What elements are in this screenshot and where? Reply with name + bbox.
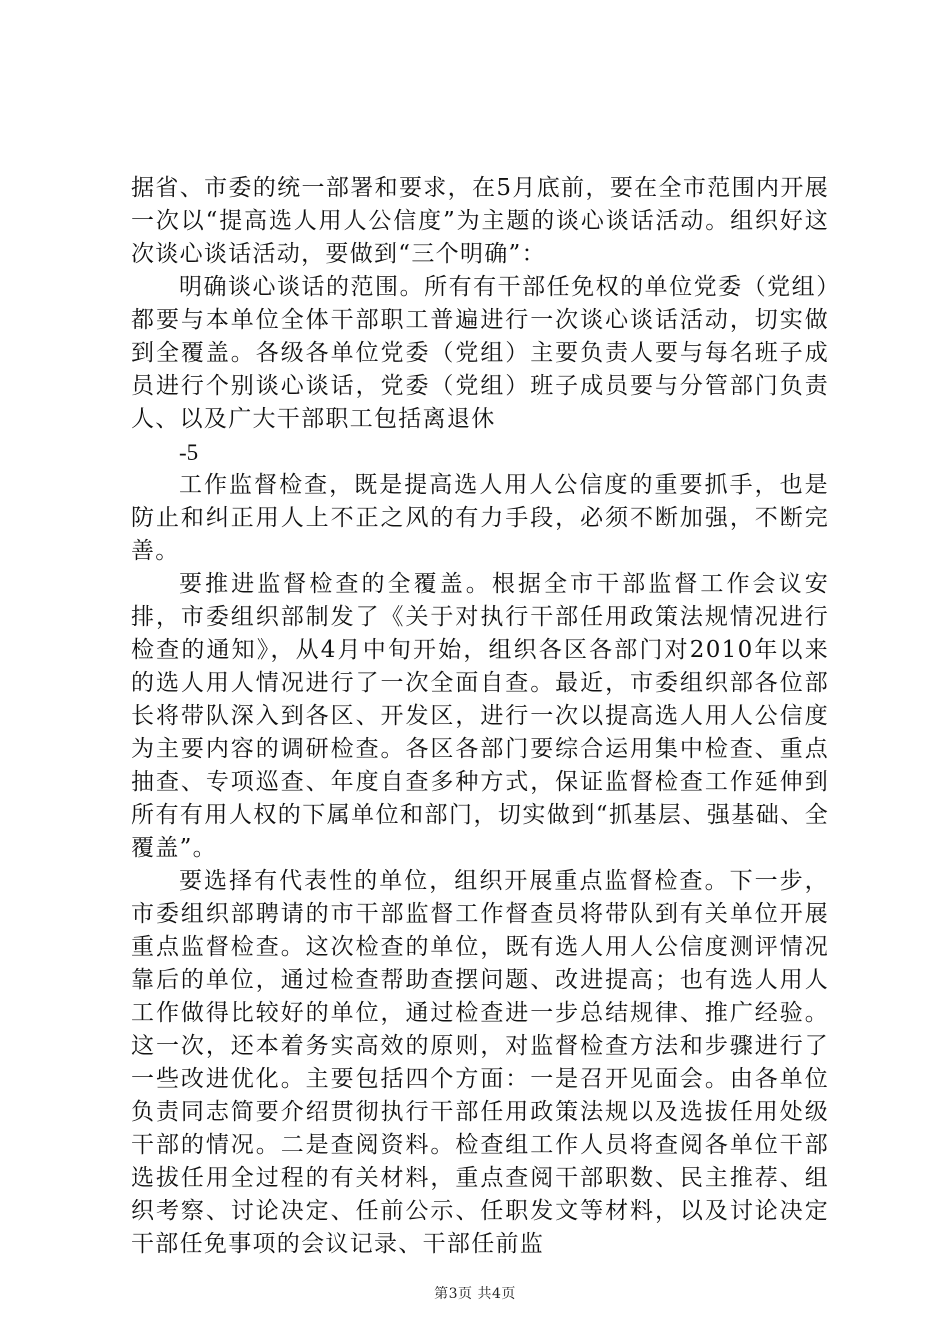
document-body bbox=[131, 172, 829, 1261]
paragraph: 要选择有代表性的单位，组织开展重点监督检查。下一步，市委组织部聘请的市干部监督工作督查员将带队到有关单位开展重点监督检查。这次检查的单位，既有选人用人公信度测评情况靠后的单位，通过检查帮助查摆问题、改进提高；也有选人用人工作做得比较好的单位，通过检查进一步总结规律、推广经验。这一次，还本着务实高效的原则，对监督检查方法和步骤进行了一些改进优化。主要包括四个方面：一是召开见面会。由各单位负责同志简要介绍贯彻执行干部任用政策法规以及选拔任用处级干部的情况。二是查阅资料。检查组工作人员将查阅各单位干部选拔任用全过程的有关材料，重点查阅干部职数、民主推荐、组织考察、讨论决定、任前公示、任职发文等材料，以及讨论决定干部任免事项的会议记录、干部任前监 bbox=[131, 868, 829, 1257]
paragraph: 明确谈心谈话的范围。所有有干部任免权的单位党委（党组）都要与本单位全体干部职工普遍进行一次谈心谈话活动，切实做到全覆盖。各级各单位党委（党组）主要负责人要与每名班子成员进行个别谈心谈话，党委（党组）班子成员要与分管部门负责人、以及广大干部职工包括离退休 bbox=[131, 274, 829, 432]
paragraph: 工作监督检查，既是提高选人用人公信度的重要抓手，也是防止和纠正用人上不正之风的有力手段，必须不断加强，不断完善。 bbox=[131, 472, 829, 564]
page-marker: -5 bbox=[179, 440, 199, 465]
page-footer: 第3页 共4页 bbox=[434, 1286, 516, 1302]
paragraph: 要推进监督检查的全覆盖。根据全市干部监督工作会议安排，市委组织部制发了《关于对执行干部任用政策法规情况进行检查的通知》，从4月中旬开始，组织各区各部门对2010年以来的选人用人情况进行了一次全面自查。最近，市委组织部各位部长将带队深入到各区、开发区，进行一次以提高选人用人公信度为主要内容的调研检查。各区各部门要综合运用集中检查、重点抽查、专项巡查、年度自查多种方式，保证监督检查工作延伸到所有有用人权的下属单位和部门，切实做到“抓基层、强基础、全覆盖”。 bbox=[131, 571, 829, 861]
paragraph: 据省、市委的统一部署和要求，在5月底前，要在全市范围内开展一次以“提高选人用人公信度”为主题的谈心谈话活动。组织好这次谈心谈话活动，要做到“三个明确”： bbox=[131, 175, 829, 267]
